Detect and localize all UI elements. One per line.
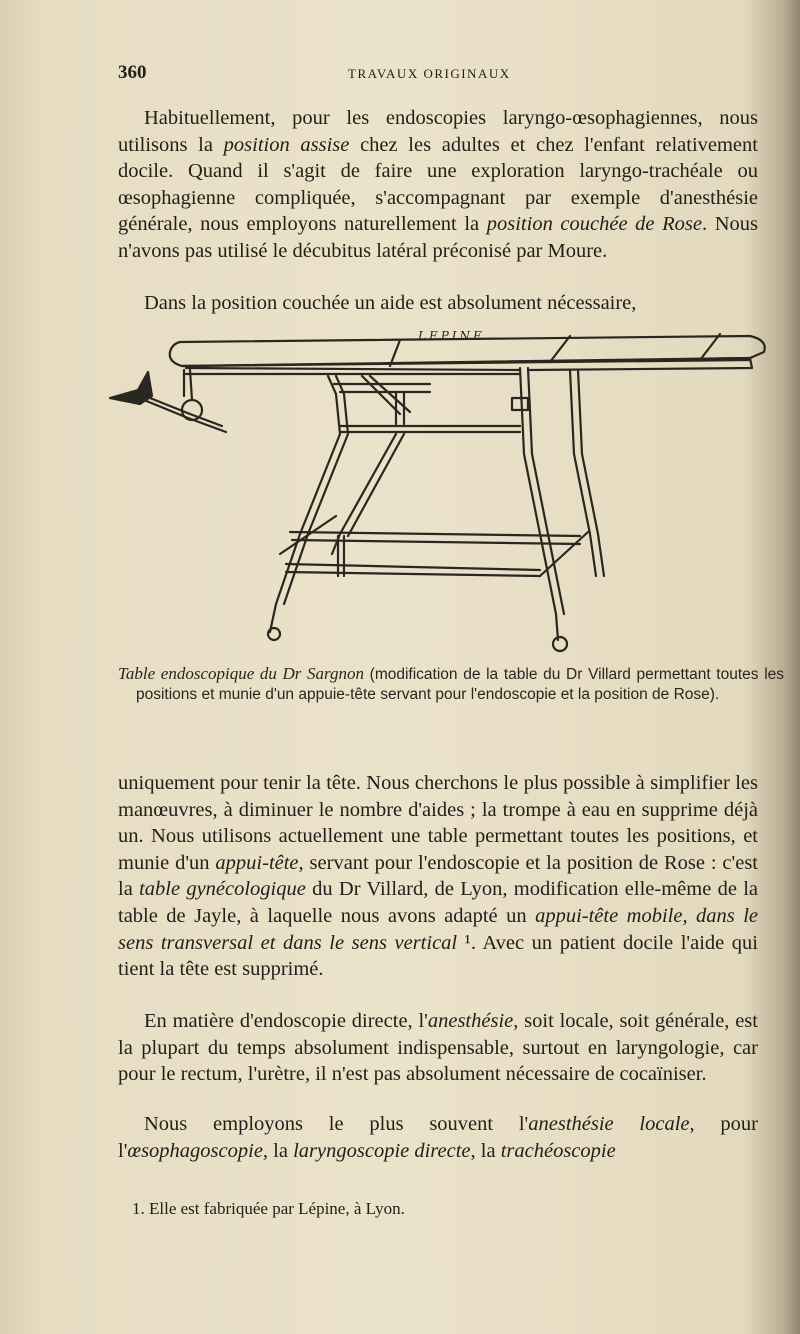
emphasis: œsophagoscopie — [127, 1139, 263, 1162]
emphasis: position assise — [223, 133, 350, 156]
emphasis: laryngoscopie directe — [293, 1139, 471, 1162]
emphasis: appui-tête — [215, 851, 299, 874]
caption-title: Table endoscopique du Dr Sargnon — [118, 664, 364, 683]
emphasis: position couchée de Rose — [486, 213, 702, 236]
emphasis: anesthésie locale — [528, 1113, 690, 1135]
text-run: . Nous n'avons pas utilisé le décubitus latéral préconisé par Moure. — [118, 213, 758, 262]
text-run: du Dr Villard, de Lyon, modification elle-même de la table de Jayle, à laquelle nous avons adapté un — [118, 878, 758, 927]
emphasis: appui-tête mobile, dans le sens transversal et dans le sens vertical — [118, 904, 758, 954]
caption-text: (modification de la table du Dr Villard permettant toutes les positions et munie d'un appuie-tête servant pour l'endoscopie et la position de Rose). — [136, 666, 785, 703]
page-number: 360 — [118, 62, 147, 83]
text-run: uniquement pour tenir la tête. Nous cherchons le plus possible à simplifier les manœuvres, à diminuer le nombre d'aides ; la trompe à eau en supprime déjà un. Nous utilisons actuellement une table permettant toutes les positions, et munie d'un — [118, 772, 758, 874]
text-run: , servant pour l'endoscopie et la position de Rose : c'est la — [118, 851, 758, 901]
figure-caption — [118, 664, 784, 705]
text-run: ¹. Avec un patient docile l'aide qui tient la tête est supprimé. — [118, 931, 758, 981]
emphasis: table gynécologique — [139, 878, 306, 901]
emphasis: anesthésie — [427, 1010, 514, 1032]
text-run: chez les adultes et chez l'enfant relativement docile. Quand il s'agit de faire une exploration laryngo-trachéale ou œsophagienne compliquée, s'accompagnant par exemple d'anesthésie générale, nous employons naturellement la — [118, 133, 758, 236]
text-run: Nous employons le plus souvent l' — [144, 1113, 529, 1135]
paragraph-4 — [118, 1008, 758, 1088]
footnote: 1. Elle est fabriquée par Lépine, à Lyon. — [132, 1199, 405, 1218]
paragraph-5 — [118, 1111, 758, 1164]
paragraph-2: Dans la position couchée un aide est absolument nécessaire, — [144, 292, 637, 314]
text-run: , la — [470, 1139, 501, 1162]
page-header — [118, 62, 758, 88]
paragraph-3 — [118, 770, 758, 983]
table-inscription: LEPINE — [418, 329, 485, 343]
text-run: , la — [262, 1139, 294, 1162]
paragraph-1 — [118, 105, 758, 265]
text-run: En matière d'endoscopie directe, l' — [144, 1010, 428, 1032]
running-head: TRAVAUX ORIGINAUX — [348, 66, 511, 81]
emphasis: trachéoscopie — [500, 1139, 616, 1162]
text-run: , pour l' — [118, 1113, 759, 1162]
endoscopy-table-drawing — [100, 314, 780, 654]
text-run: Habituellement, pour les endoscopies laryngo-œsophagiennes, nous utilisons la — [118, 107, 758, 156]
figure-endoscopy-table — [100, 314, 780, 654]
text-run: , soit locale, soit générale, est la plupart du temps absolument indispensable, surtout en laryngologie, car pour le rectum, l'urètre, il n'est pas absolument nécessaire de cocaïniser. — [118, 1010, 758, 1086]
